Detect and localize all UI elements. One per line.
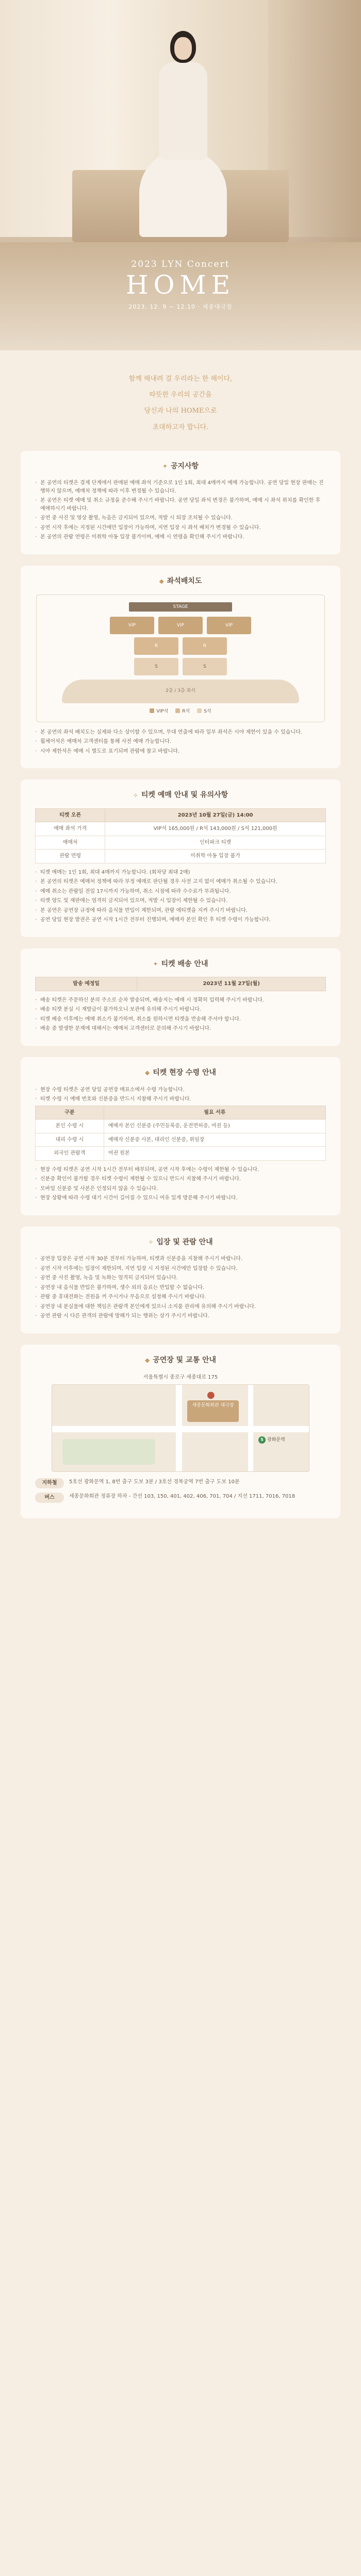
delivery-title: 티켓 배송 안내: [161, 959, 208, 968]
seating-title: 좌석배치도: [167, 577, 202, 585]
location-pin-icon: ●: [207, 1389, 215, 1400]
subway-line-badge: 5: [258, 1436, 266, 1444]
onsite-note: · 신분증 확인이 불가할 경우 티켓 수령이 제한될 수 있으니 반드시 지참해 주시기 바랍니다.: [35, 1175, 326, 1183]
poem-line: 따뜻한 우리의 공간을: [149, 391, 212, 399]
seat-block-r: R: [134, 637, 178, 655]
stage-label: STAGE: [129, 602, 232, 612]
onsite-intro-item: · 티켓 수령 시 예매 번호와 신분증을 반드시 지참해 주시기 바랍니다.: [35, 1095, 326, 1104]
legend-vip: VIP석: [150, 708, 168, 716]
seating-note: · 본 공연의 좌석 배치도는 실제와 다소 상이할 수 있으며, 무대 연출에 따라 일부 좌석은 시야 제한이 있을 수 있습니다.: [35, 728, 326, 737]
entry-notes: [35, 1255, 326, 1320]
notice-item: · 본 공연은 티켓 예매 및 취소 규정을 준수해 주시기 바랍니다. 공연 당일 좌석 변경은 불가하며, 예매 시 좌석 위치를 확인한 후 예매하시기 바랍니다.: [35, 497, 326, 513]
notice-item: · 본 공연의 관람 연령은 미취학 아동 입장 불가이며, 예매 시 연령을 확인해 주시기 바랍니다.: [35, 533, 326, 541]
notice-title: 공지사항: [170, 462, 199, 470]
seat-block-s: S: [134, 658, 178, 675]
ticket-note: · 예매 취소는 관람일 전일 17시까지 가능하며, 취소 시점에 따라 수수료가 부과됩니다.: [35, 888, 326, 896]
seating-section: [21, 566, 340, 768]
pickup-icon: ◆: [144, 1069, 150, 1077]
location-title: 공연장 및 교통 안내: [153, 1355, 217, 1364]
seat-icon: ◆: [159, 578, 164, 585]
notice-item: · 공연 중 사진 및 영상 촬영, 녹음은 금지되어 있으며, 적발 시 퇴장 조치될 수 있습니다.: [35, 514, 326, 522]
entry-note: · 공연장 입장은 공연 시작 30분 전부터 가능하며, 티켓과 신분증을 지참해 주시기 바랍니다.: [35, 1255, 326, 1263]
delivery-date: 2023년 11월 27일(월): [137, 977, 326, 991]
delivery-section: [21, 948, 340, 1046]
onsite-title: 티켓 현장 수령 안내: [153, 1068, 217, 1077]
table-row: 예매처 인터파크 티켓: [36, 836, 326, 850]
seat-block-vip: VIP: [158, 617, 203, 634]
venue-marker: 세종문화회관 대극장: [187, 1400, 239, 1422]
transport-row: [35, 1493, 326, 1503]
transport-row: [35, 1478, 326, 1488]
table-row: 외국인 관람객 여권 원본: [36, 1147, 326, 1161]
table-row: 관람 연령 미취학 아동 입장 불가: [36, 850, 326, 863]
entry-note: · 공연 시작 이후에는 입장이 제한되며, 지연 입장 시 지정된 시간에만 입장할 수 있습니다.: [35, 1265, 326, 1273]
seating-note: · 휠체어석은 예매처 고객센터를 통해 사전 예매 가능합니다.: [35, 738, 326, 746]
delivery-note: · 배송 중 발생한 문제에 대해서는 예매처 고객센터로 문의해 주시기 바랍니다.: [35, 1025, 326, 1033]
entry-note: · 관람 중 휴대전화는 전원을 꺼 주시거나 무음으로 설정해 주시기 바랍니다.: [35, 1293, 326, 1301]
hero-poster: [0, 0, 361, 350]
ticket-note: · 티켓 예매는 1인 1회, 최대 4매까지 가능합니다. (회차당 최대 2매): [35, 869, 326, 877]
ticket-section: [21, 779, 340, 937]
delivery-note: · 배송 티켓 분실 시 재발급이 불가하오니 보관에 유의해 주시기 바랍니다.: [35, 1006, 326, 1014]
ticket-open-date: 2023년 10월 27일(금) 14:00: [105, 808, 326, 822]
delivery-note: · 티켓 배송 이후에는 예매 취소가 불가하며, 취소를 원하시면 티켓을 반송해 주셔야 합니다.: [35, 1015, 326, 1024]
table-row: 대리 수령 시 예매자 신분증 사본, 대리인 신분증, 위임장: [36, 1133, 326, 1147]
entry-note: · 공연장 내 음식물 반입은 불가하며, 생수 외의 음료는 반입할 수 없습니다.: [35, 1284, 326, 1292]
onsite-intro-item: · 현장 수령 티켓은 공연 당일 공연장 매표소에서 수령 가능합니다.: [35, 1086, 326, 1094]
seating-note: · 시야 제한석은 예매 시 별도로 표기되며 관람에 참고 바랍니다.: [35, 748, 326, 756]
venue-address: 서울특별시 종로구 세종대로 175: [143, 1374, 218, 1380]
delivery-table: [35, 977, 326, 991]
ticket-note: · 티켓 양도 및 재판매는 엄격히 금지되어 있으며, 적발 시 입장이 제한될 수 있습니다.: [35, 897, 326, 905]
hero-artist-figure: [150, 31, 217, 237]
transport-detail: 세종문화회관 정류장 하차 - 간선 103, 150, 401, 402, 406, 701, 704 / 지선 1711, 7016, 7018: [69, 1494, 296, 1499]
seating-notes: [35, 728, 326, 756]
seat-block-vip: VIP: [207, 617, 251, 634]
balcony-seats: 2층 / 3층 좌석: [62, 680, 299, 703]
legend-r: R석: [175, 708, 190, 716]
poem-line: 초대하고자 합니다.: [152, 423, 209, 431]
seat-block-r: R: [183, 637, 227, 655]
subway-station: 5 광화문역: [258, 1436, 285, 1444]
ticket-table: [35, 808, 326, 863]
legend-s: S석: [197, 708, 211, 716]
concert-date-line: 2023. 12. 9 ~ 12.10 · 세종대극장: [128, 303, 233, 311]
onsite-note: · 모바일 신분증 및 사본은 인정되지 않을 수 있습니다.: [35, 1185, 326, 1193]
table-row: 예매 좌석 가격 VIP석 165,000원 / R석 143,000원 / S석 121,000원: [36, 822, 326, 836]
delivery-date-label: 발송 예정일: [36, 977, 137, 991]
transport-tag: 버스: [35, 1493, 64, 1503]
ticket-notes: [35, 869, 326, 924]
star-icon: ✦: [162, 463, 168, 470]
poem-line: 함께 해내려 걸 우리라는 한 해이다,: [128, 375, 233, 383]
onsite-intro: [35, 1086, 326, 1104]
ticket-note: · 본 공연은 공연장 규정에 따라 음식물 반입이 제한되며, 관람 에티켓을 지켜 주시기 바랍니다.: [35, 907, 326, 915]
notice-item: · 본 공연의 티켓은 결제 단계에서 판매된 예매 좌석 기준으로 1인 1회, 최대 4매까지 예매 가능합니다. 공연 당일 현장 판매는 진행하지 않으며, 예매처 정책에 따라 이후 변경될 수 있습니다.: [35, 479, 326, 495]
notice-item: · 공연 시작 후에는 지정된 시간에만 입장이 가능하며, 지연 입장 시 좌석 배치가 변경될 수 있습니다.: [35, 524, 326, 532]
truck-icon: ✦: [153, 960, 158, 968]
table-row: 본인 수령 시 예매자 본인 신분증 (주민등록증, 운전면허증, 여권 등): [36, 1120, 326, 1133]
venue-map[interactable]: [52, 1384, 309, 1472]
notice-list: [35, 479, 326, 541]
intro-poem: [0, 350, 361, 451]
hero-title-block: [0, 258, 361, 311]
seat-block-s: S: [183, 658, 227, 675]
notice-section: [21, 451, 340, 554]
door-icon: ✧: [148, 1239, 154, 1246]
ticket-note: · 본 공연의 티켓은 예매처 정책에 따라 부정 예매로 판단될 경우 사전 고지 없이 예매가 취소될 수 있습니다.: [35, 878, 326, 886]
entry-title: 입장 및 관람 안내: [156, 1238, 213, 1246]
poem-line: 당신과 나의 HOME으로: [144, 407, 217, 415]
location-section: [21, 1345, 340, 1518]
delivery-notes: [35, 996, 326, 1033]
seat-block-vip: VIP: [110, 617, 154, 634]
delivery-note: · 배송 티켓은 주문하신 분의 주소로 순차 발송되며, 배송지는 예매 시 정확히 입력해 주시기 바랍니다.: [35, 996, 326, 1005]
transport-tag: 지하철: [35, 1478, 64, 1488]
map-pin-icon: ◆: [144, 1357, 150, 1364]
concert-title: 2023 LYN Concert: [131, 259, 230, 269]
onsite-table: 구분 필요 서류 본인 수령 시 예매자 본인 신분증 (주민등록증, 운전면허증, 여권 등) 대리 수령 시 예매자 신분증 사본, 대리인 신분증, 위임장 외국인 관람객 여권 원본: [35, 1106, 326, 1161]
ticket-icon: ✧: [133, 791, 138, 799]
entry-section: [21, 1227, 340, 1333]
transport-detail: 5호선 광화문역 1, 8번 출구 도보 3분 / 3호선 경복궁역 7번 출구 도보 10분: [69, 1479, 240, 1485]
entry-note: · 공연 관람 시 다른 관객의 관람에 방해가 되는 행위는 삼가 주시기 바랍니다.: [35, 1312, 326, 1320]
entry-note: · 공연 중 사진 촬영, 녹음 및 녹화는 엄격히 금지되어 있습니다.: [35, 1274, 326, 1282]
onsite-notes: [35, 1166, 326, 1202]
ticket-note: · 공연 당일 현장 발권은 공연 시작 1시간 전부터 진행되며, 예매자 본인 확인 후 티켓 수령이 가능합니다.: [35, 916, 326, 924]
concert-home-title: HOME: [125, 270, 236, 300]
onsite-note: · 현장 상황에 따라 수령 대기 시간이 길어질 수 있으니 여유 있게 방문해 주시기 바랍니다.: [35, 1194, 326, 1202]
ticket-open-label: 티켓 오픈: [36, 808, 105, 822]
onsite-section: [21, 1057, 340, 1215]
entry-note: · 공연장 내 분실물에 대한 책임은 관람객 본인에게 있으니 소지품 관리에 유의해 주시기 바랍니다.: [35, 1303, 326, 1311]
ticket-title: 티켓 예매 안내 및 유의사항: [141, 791, 228, 800]
seating-legend: [47, 708, 314, 716]
seating-map: [36, 595, 325, 722]
onsite-note: · 현장 수령 티켓은 공연 시작 1시간 전부터 배부되며, 공연 시작 후에는 수령이 제한될 수 있습니다.: [35, 1166, 326, 1174]
